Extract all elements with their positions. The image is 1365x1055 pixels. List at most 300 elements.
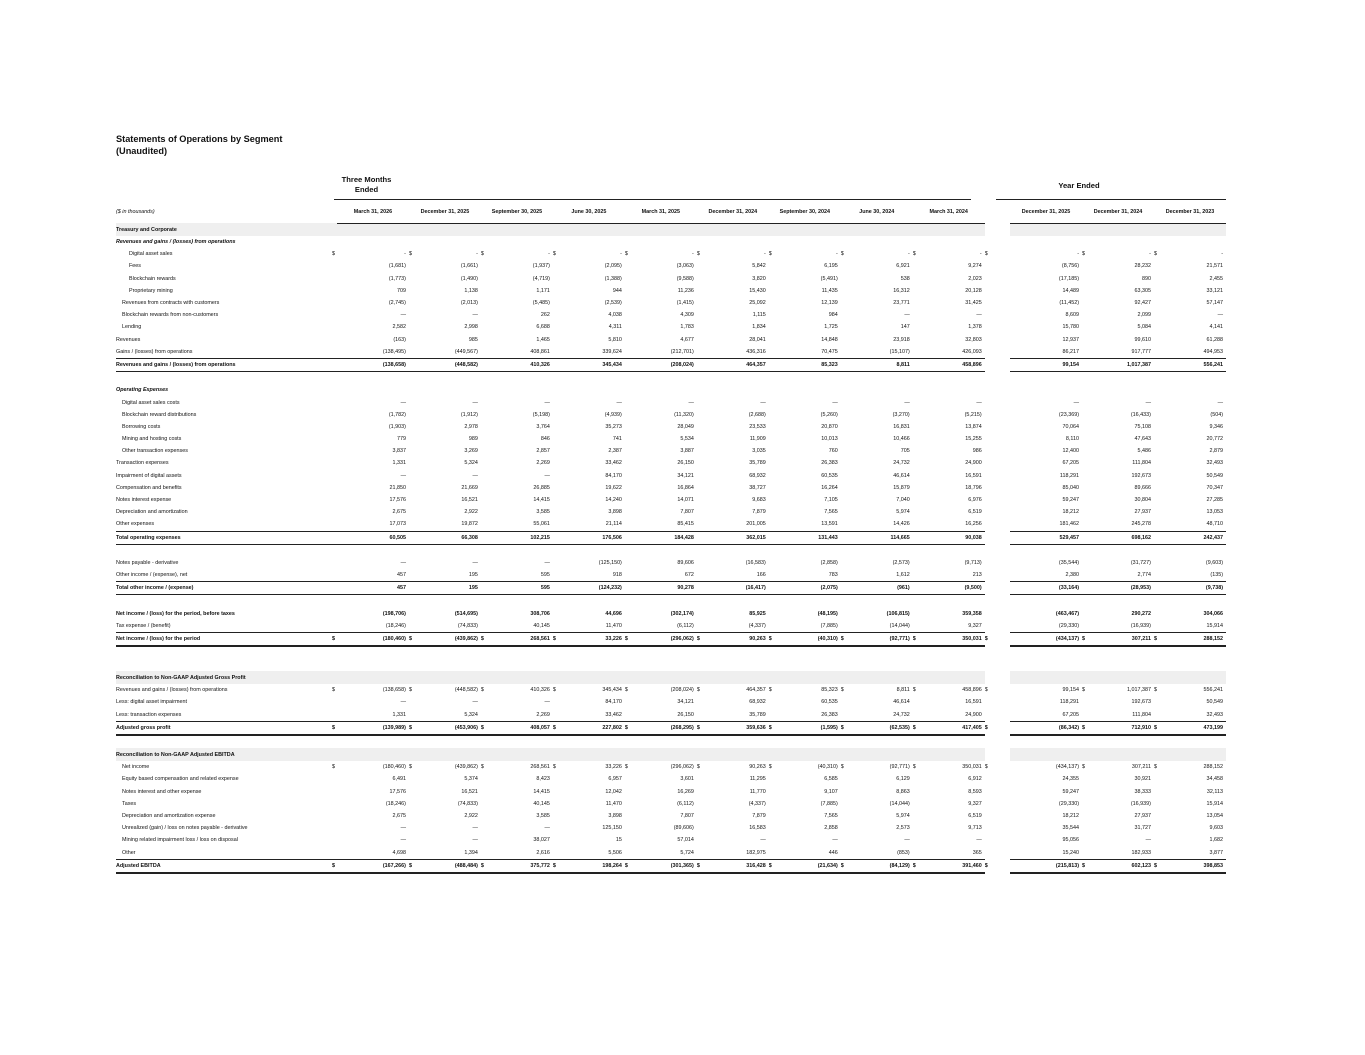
- spacer-cell: [116, 646, 1226, 671]
- value-text: 268,561: [530, 636, 550, 643]
- value-cell: 14,415: [533, 788, 550, 795]
- value-cell: 102,215: [481, 531, 553, 544]
- value-cell: 61,288: [1206, 336, 1223, 343]
- currency-symbol: $: [331, 687, 335, 694]
- value-cell: 55,061: [533, 521, 550, 528]
- value-cell: 2,879: [1209, 448, 1223, 455]
- column-gap: [985, 260, 1010, 272]
- value-cell: 5,534: [680, 436, 694, 443]
- value-cell: (125,150): [598, 559, 622, 566]
- currency-symbol: $: [984, 251, 988, 258]
- value-cell: (14,044): [889, 800, 910, 807]
- value-cell: 672: [684, 572, 694, 579]
- value-text: 33,226: [605, 636, 622, 643]
- column-gap: [985, 773, 1010, 785]
- row-label: Revenues and gains / (losses) from operations: [116, 358, 337, 371]
- value-cell: [769, 859, 841, 873]
- value-cell: [841, 684, 913, 696]
- currency-symbol: $: [912, 764, 916, 771]
- value-cell: —: [544, 399, 550, 406]
- value-cell: (7,885): [820, 622, 838, 629]
- value-cell: 12,937: [1062, 336, 1079, 343]
- value-cell: [697, 384, 769, 396]
- value-text: -: [548, 251, 550, 258]
- period-header: December 31, 2024: [697, 201, 769, 223]
- value-cell: 13,053: [1206, 509, 1223, 516]
- value-cell: 4,677: [680, 336, 694, 343]
- value-cell: [769, 721, 841, 735]
- line-item-row: [116, 433, 1226, 445]
- value-cell: [1154, 633, 1226, 647]
- value-cell: (163): [393, 336, 406, 343]
- value-cell: 8,593: [968, 788, 982, 795]
- currency-symbol: $: [480, 764, 484, 771]
- value-cell: (16,583): [745, 559, 766, 566]
- row-label: Total other income / (expense): [116, 582, 337, 595]
- value-cell: [913, 721, 985, 735]
- value-cell: [769, 248, 841, 260]
- currency-symbol: $: [912, 724, 916, 731]
- value-cell: [697, 236, 769, 248]
- value-cell: 6,957: [608, 776, 622, 783]
- value-cell: 408,861: [530, 348, 550, 355]
- currency-symbol: $: [984, 862, 988, 869]
- value-cell: (6,112): [677, 622, 694, 629]
- value-cell: 63,305: [1134, 287, 1151, 294]
- value-cell: 68,932: [749, 472, 766, 479]
- value-text: -: [979, 251, 982, 258]
- value-cell: 26,383: [821, 711, 838, 718]
- value-cell: 16,264: [821, 484, 838, 491]
- value-cell: —: [400, 699, 406, 706]
- value-cell: 2,922: [464, 812, 478, 819]
- value-cell: 9,327: [968, 622, 982, 629]
- value-cell: 1,171: [536, 287, 550, 294]
- value-cell: (167,266): [337, 859, 409, 873]
- column-gap: [985, 761, 1010, 773]
- value-cell: [625, 671, 697, 684]
- value-cell: 125,150: [602, 825, 622, 832]
- value-cell: 3,898: [608, 812, 622, 819]
- value-cell: [697, 248, 769, 260]
- value-cell: 166: [756, 572, 766, 579]
- value-cell: (2,539): [604, 300, 622, 307]
- value-cell: (9,588): [676, 275, 694, 282]
- value-cell: 2,099: [1137, 312, 1151, 319]
- value-cell: (89,606): [673, 825, 694, 832]
- value-cell: —: [688, 399, 694, 406]
- currency-symbol: $: [408, 764, 412, 771]
- value-cell: 2,978: [464, 423, 478, 430]
- spacer-row: [116, 646, 1226, 671]
- value-cell: 12,400: [1062, 448, 1079, 455]
- currency-symbol: $: [1153, 251, 1157, 258]
- value-text: 268,561: [530, 764, 550, 771]
- value-cell: (2,573): [892, 559, 910, 566]
- value-cell: 2,616: [536, 849, 550, 856]
- value-cell: 779: [396, 436, 406, 443]
- value-cell: 14,415: [533, 497, 550, 504]
- value-cell: 40,145: [533, 800, 550, 807]
- value-cell: 985: [468, 336, 478, 343]
- value-cell: 192,673: [1131, 472, 1151, 479]
- value-text: 464,357: [746, 687, 766, 694]
- currency-symbol: $: [480, 251, 484, 258]
- value-cell: (9,603): [1205, 559, 1223, 566]
- value-text: 712,910: [1131, 724, 1151, 731]
- value-text: 391,460: [962, 862, 982, 869]
- value-cell: [409, 721, 481, 735]
- currency-symbol: $: [1153, 724, 1157, 731]
- value-cell: 16,591: [965, 699, 982, 706]
- value-cell: 44,696: [605, 610, 622, 617]
- value-cell: (215,813): [1010, 859, 1082, 873]
- value-cell: (6,112): [677, 800, 694, 807]
- value-cell: 21,669: [461, 484, 478, 491]
- value-cell: —: [976, 399, 982, 406]
- row-label: Impairment of digital assets: [116, 472, 182, 479]
- currency-symbol: $: [1082, 687, 1085, 694]
- value-cell: 67,205: [1062, 460, 1079, 467]
- value-cell: [841, 859, 913, 873]
- value-cell: (138,658): [382, 687, 406, 694]
- currency-symbol: $: [912, 636, 916, 643]
- value-text: (301,365): [670, 862, 694, 869]
- value-cell: —: [400, 472, 406, 479]
- value-cell: 16,864: [677, 484, 694, 491]
- value-cell: 176,506: [553, 531, 625, 544]
- value-cell: —: [400, 399, 406, 406]
- line-item-row: [116, 470, 1226, 482]
- value-cell: 34,121: [677, 699, 694, 706]
- currency-symbol: $: [552, 764, 556, 771]
- column-gap: [985, 822, 1010, 834]
- value-cell: 1,017,387: [1082, 358, 1154, 371]
- value-cell: (86,342): [1010, 721, 1082, 735]
- value-cell: (135): [1210, 572, 1223, 579]
- value-cell: 2,998: [464, 324, 478, 331]
- row-label: Gains / (losses) from operations: [116, 348, 193, 355]
- value-cell: 70,475: [821, 348, 838, 355]
- value-text: 375,772: [530, 862, 550, 869]
- value-cell: [553, 236, 625, 248]
- column-gap: [985, 810, 1010, 822]
- currency-symbol: $: [768, 724, 772, 731]
- line-item-row: [116, 334, 1226, 346]
- value-cell: [337, 384, 409, 396]
- value-cell: [913, 748, 985, 761]
- value-cell: 5,506: [608, 849, 622, 856]
- value-cell: [841, 721, 913, 735]
- value-cell: 11,435: [821, 287, 838, 294]
- column-gap: [985, 518, 1010, 531]
- value-cell: (7,885): [820, 800, 838, 807]
- value-cell: [913, 633, 985, 647]
- value-text: (40,310): [817, 764, 838, 771]
- value-text: 602,123: [1131, 862, 1151, 869]
- row-label: Unrealized (gain) / loss on notes payable - derivative: [122, 825, 248, 832]
- value-cell: (1,773): [388, 275, 406, 282]
- value-cell: 8,811: [841, 358, 913, 371]
- value-cell: [841, 248, 913, 260]
- value-cell: 111,804: [1132, 711, 1151, 718]
- value-cell: (198,706): [382, 610, 406, 617]
- value-cell: 5,974: [896, 509, 910, 516]
- value-cell: 23,918: [893, 336, 910, 343]
- value-cell: [409, 748, 481, 761]
- value-cell: 28,041: [749, 336, 766, 343]
- value-cell: 16,269: [677, 788, 694, 795]
- value-cell: (208,024): [625, 358, 697, 371]
- period-header: June 30, 2024: [841, 201, 913, 223]
- column-gap: [985, 421, 1010, 433]
- value-cell: [1154, 223, 1226, 236]
- currency-symbol: $: [768, 636, 772, 643]
- line-item-row: [116, 321, 1226, 333]
- currency-symbol: $: [331, 862, 335, 869]
- value-text: 350,031: [962, 636, 982, 643]
- value-cell: (48,195): [817, 610, 838, 617]
- value-cell: —: [544, 472, 550, 479]
- period-header: December 31, 2024: [1082, 201, 1154, 223]
- value-cell: [337, 223, 409, 236]
- spacer-cell: [116, 595, 1226, 608]
- value-text: -: [476, 251, 478, 258]
- value-cell: [481, 236, 553, 248]
- value-cell: 15,240: [1062, 849, 1079, 856]
- row-label: Mining and hosting costs: [122, 436, 182, 443]
- value-cell: [553, 223, 625, 236]
- value-cell: [553, 633, 625, 647]
- line-item-row: [116, 786, 1226, 798]
- value-cell: (106,815): [886, 610, 910, 617]
- value-cell: 3,898: [608, 509, 622, 516]
- value-cell: [1154, 248, 1226, 260]
- value-cell: —: [472, 312, 478, 319]
- period-header: September 30, 2025: [481, 201, 553, 223]
- value-cell: [553, 384, 625, 396]
- value-cell: 28,049: [677, 423, 694, 430]
- value-cell: 4,038: [608, 312, 622, 319]
- value-cell: —: [544, 825, 550, 832]
- value-cell: —: [1217, 312, 1223, 319]
- value-cell: —: [976, 837, 982, 844]
- column-gap: [985, 482, 1010, 494]
- column-gap: [985, 285, 1010, 297]
- value-cell: 6,491: [392, 776, 406, 783]
- currency-symbol: $: [840, 251, 844, 258]
- value-cell: 3,585: [536, 509, 550, 516]
- value-text: 417,405: [962, 724, 982, 731]
- spacer-row: [116, 595, 1226, 608]
- value-cell: 11,470: [605, 622, 622, 629]
- row-label-text: Adjusted gross profit: [116, 724, 171, 731]
- value-cell: (1,937): [532, 263, 550, 270]
- value-cell: 46,614: [893, 699, 910, 706]
- value-cell: 27,937: [1134, 509, 1151, 516]
- value-cell: 8,423: [536, 776, 550, 783]
- value-cell: 783: [828, 572, 838, 579]
- value-cell: [337, 748, 409, 761]
- value-text: 90,263: [749, 764, 766, 771]
- column-gap: [985, 786, 1010, 798]
- section-header-row: [116, 223, 1226, 236]
- value-cell: 16,256: [965, 521, 982, 528]
- value-cell: [841, 748, 913, 761]
- value-cell: (1,782): [388, 411, 406, 418]
- value-text: 8,811: [896, 687, 910, 694]
- currency-symbol: $: [984, 687, 988, 694]
- value-cell: 3,601: [680, 776, 694, 783]
- column-gap: [985, 309, 1010, 321]
- line-item-row: [116, 684, 1226, 696]
- currency-symbol: $: [768, 862, 772, 869]
- value-cell: 6,585: [824, 776, 838, 783]
- column-gap: [985, 721, 1010, 735]
- value-cell: 2,269: [536, 711, 550, 718]
- value-cell: 59,247: [1062, 788, 1079, 795]
- value-cell: [769, 748, 841, 761]
- currency-symbol: $: [1153, 862, 1157, 869]
- column-gap: [985, 671, 1010, 684]
- value-cell: 33,121: [1206, 287, 1223, 294]
- value-cell: 27,285: [1206, 497, 1223, 504]
- value-cell: (16,417): [697, 582, 769, 595]
- line-item-row: [116, 309, 1226, 321]
- spacer-row: [116, 544, 1226, 557]
- row-label-text: Revenues and gains / (losses) from operations: [116, 687, 228, 694]
- value-cell: 57,014: [677, 837, 694, 844]
- value-cell: (514,695): [454, 610, 478, 617]
- statement-page: [116, 134, 1226, 874]
- value-cell: [409, 633, 481, 647]
- value-cell: 918: [612, 572, 622, 579]
- row-label: Notes interest expense: [116, 497, 172, 504]
- value-cell: 262: [540, 312, 550, 319]
- value-cell: 66,308: [409, 531, 481, 544]
- value-cell: [1082, 236, 1154, 248]
- value-cell: [553, 721, 625, 735]
- row-label: Less: transaction expenses: [116, 711, 182, 718]
- value-cell: 85,415: [677, 521, 694, 528]
- value-cell: [913, 223, 985, 236]
- value-cell: 192,673: [1131, 699, 1151, 706]
- value-cell: —: [760, 399, 766, 406]
- value-cell: 85,323: [769, 358, 841, 371]
- value-text: 408,057: [530, 724, 550, 731]
- value-cell: (29,330): [1058, 800, 1079, 807]
- value-cell: [481, 761, 553, 773]
- column-gap: [985, 494, 1010, 506]
- value-cell: [481, 684, 553, 696]
- value-cell: 986: [972, 448, 982, 455]
- value-cell: (1,661): [460, 263, 478, 270]
- row-label: [116, 721, 337, 735]
- spacer-row: [116, 372, 1226, 385]
- row-label: [116, 859, 337, 873]
- line-item-row: [116, 260, 1226, 272]
- value-cell: —: [472, 559, 478, 566]
- value-cell: 2,380: [1065, 572, 1079, 579]
- value-cell: 26,383: [821, 460, 838, 467]
- value-cell: 11,295: [749, 776, 766, 783]
- column-gap: [985, 273, 1010, 285]
- value-cell: 6,129: [896, 776, 910, 783]
- value-cell: 15: [615, 837, 622, 844]
- value-cell: —: [904, 312, 910, 319]
- value-cell: [697, 684, 769, 696]
- currency-symbol: $: [331, 764, 335, 771]
- value-cell: [1082, 748, 1154, 761]
- value-text: 33,226: [605, 764, 622, 771]
- value-cell: 68,932: [749, 699, 766, 706]
- value-cell: 989: [468, 436, 478, 443]
- currency-symbol: $: [331, 251, 335, 258]
- value-cell: 89,666: [1134, 484, 1151, 491]
- currency-symbol: $: [408, 251, 412, 258]
- currency-symbol: $: [624, 251, 628, 258]
- currency-symbol: $: [480, 724, 484, 731]
- value-cell: 118,291: [1059, 472, 1079, 479]
- value-cell: [769, 223, 841, 236]
- currency-symbol: $: [840, 724, 844, 731]
- value-cell: [913, 236, 985, 248]
- value-cell: 67,205: [1062, 711, 1079, 718]
- column-gap: [985, 236, 1010, 248]
- row-label: Depreciation and amortization: [116, 509, 188, 516]
- subsection-header-row: [116, 236, 1226, 248]
- period-header: December 31, 2023: [1154, 201, 1226, 223]
- row-label-text: Digital asset sales: [129, 251, 173, 258]
- value-cell: (4,719): [532, 275, 550, 282]
- value-cell: [841, 236, 913, 248]
- value-cell: 7,879: [752, 509, 766, 516]
- value-cell: 4,309: [680, 312, 694, 319]
- value-cell: [841, 223, 913, 236]
- value-cell: 5,842: [752, 263, 766, 270]
- column-gap: [985, 248, 1010, 260]
- line-item-row: [116, 608, 1226, 620]
- value-cell: 16,312: [893, 287, 910, 294]
- value-text: (92,771): [889, 764, 910, 771]
- value-cell: (5,260): [820, 411, 838, 418]
- column-gap: [985, 684, 1010, 696]
- value-cell: [553, 859, 625, 873]
- value-cell: [1154, 671, 1226, 684]
- value-cell: 3,837: [392, 448, 406, 455]
- period-header: September 30, 2024: [769, 201, 841, 223]
- value-cell: 13,054: [1206, 812, 1223, 819]
- value-cell: 32,803: [965, 336, 982, 343]
- segment-statement-table: [116, 201, 1226, 874]
- value-cell: 19,622: [605, 484, 622, 491]
- value-cell: [1010, 748, 1082, 761]
- value-cell: (4,337): [748, 800, 766, 807]
- value-cell: [409, 236, 481, 248]
- currency-symbol: $: [912, 251, 916, 258]
- currency-symbol: $: [408, 724, 412, 731]
- value-cell: [481, 384, 553, 396]
- row-label: Reconciliation to Non-GAAP Adjusted EBITDA: [116, 748, 337, 761]
- currency-symbol: $: [408, 636, 412, 643]
- value-cell: (302,174): [670, 610, 694, 617]
- column-gap: [985, 633, 1010, 647]
- value-cell: 90,278: [625, 582, 697, 595]
- value-cell: 8,110: [1065, 436, 1079, 443]
- column-gap: [985, 557, 1010, 569]
- value-cell: [769, 761, 841, 773]
- value-cell: (1,388): [604, 275, 622, 282]
